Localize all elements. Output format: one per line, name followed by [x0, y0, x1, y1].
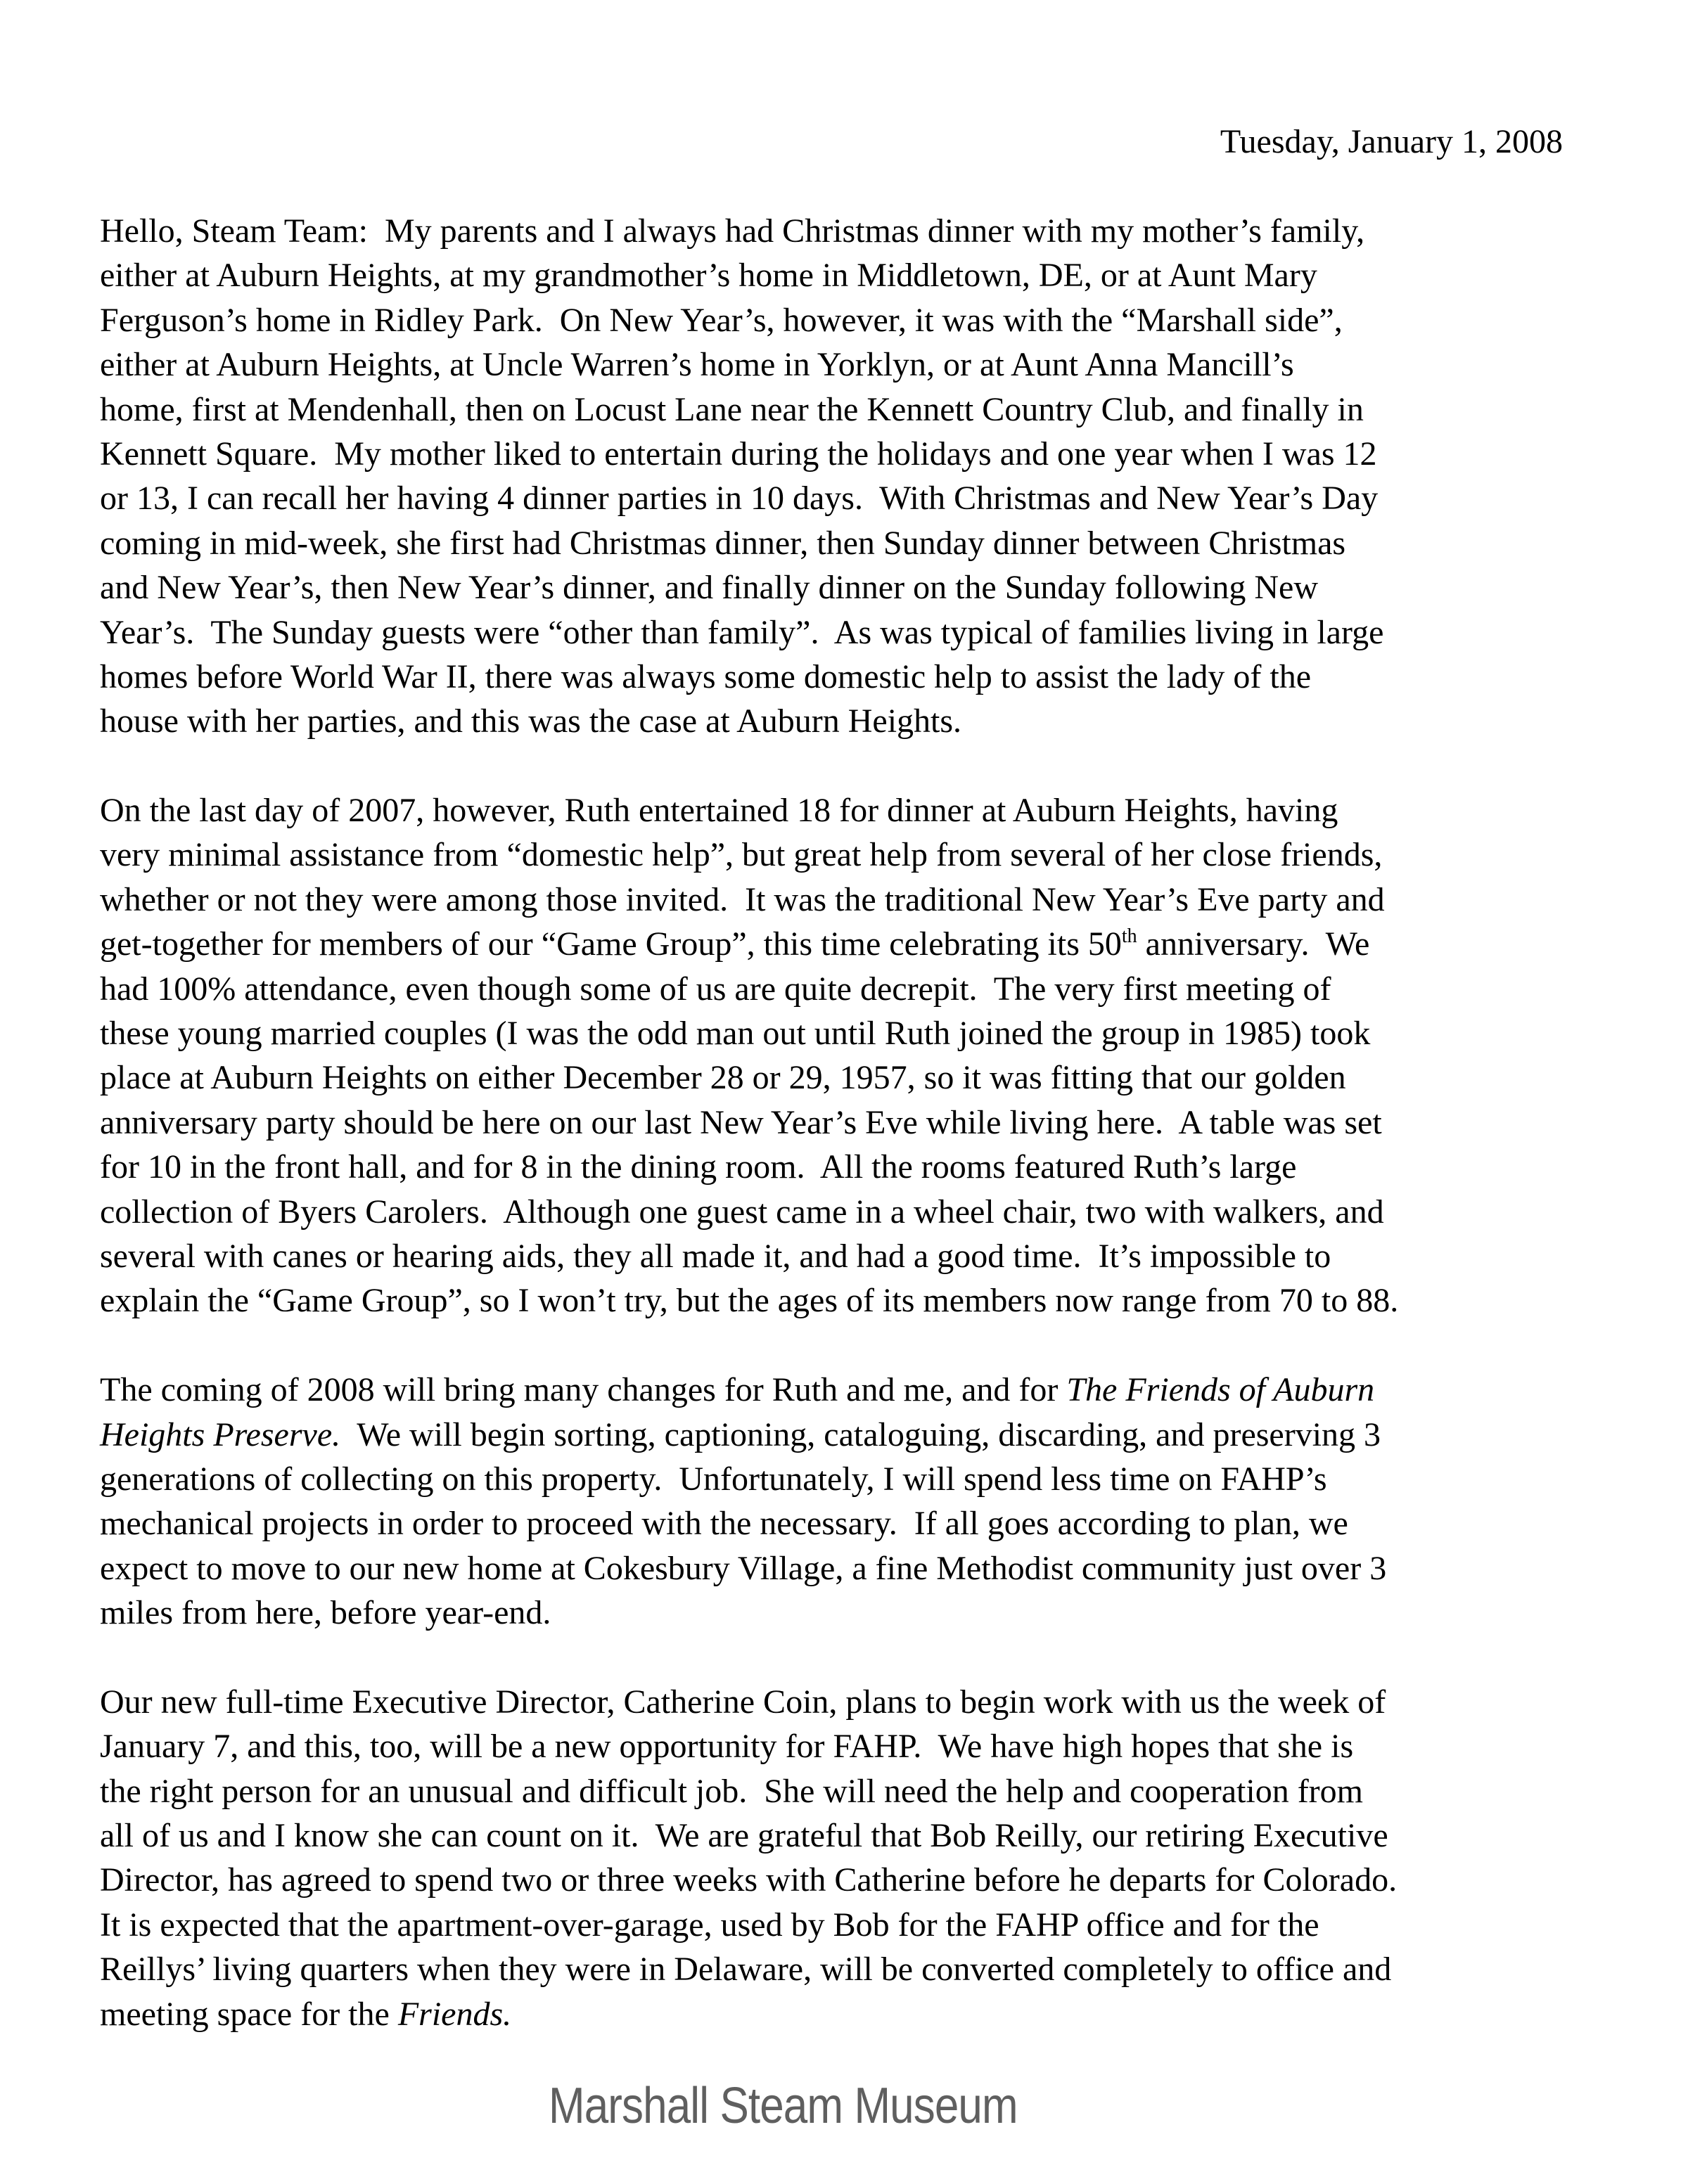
text-line: whether or not they were among those invited. It was the traditional New Year’s Eve party and	[100, 880, 1385, 918]
text-line: the right person for an unusual and difficult job. She will need the help and cooperation from	[100, 1772, 1363, 1810]
text-line: either at Auburn Heights, at my grandmother’s home in Middletown, DE, or at Aunt Mary	[100, 257, 1317, 295]
text-line	[100, 922, 1398, 966]
text-line: had 100% attendance, even though some of us are quite decrepit. The very first meeting of	[100, 970, 1331, 1008]
text-line	[100, 1413, 1398, 1457]
text-line	[100, 1368, 1398, 1412]
text-line: Hello, Steam Team: My parents and I always had Christmas dinner with my mother’s family,	[100, 212, 1365, 250]
letter-body	[100, 209, 1398, 2081]
text-line: Our new full-time Executive Director, Catherine Coin, plans to begin work with us the week of	[100, 1683, 1386, 1721]
text-line: or 13, I can recall her having 4 dinner parties in 10 days. With Christmas and New Year’s Day	[100, 480, 1379, 518]
text-line: January 7, and this, too, will be a new opportunity for FAHP. We have high hopes that she is	[100, 1728, 1354, 1766]
text-segment: The coming of 2008 will bring many changes for Ruth and me, and for	[100, 1371, 1067, 1409]
text-line: these young married couples (I was the odd man out until Ruth joined the group in 1985) took	[100, 1015, 1371, 1053]
text-line: Kennett Square. My mother liked to entertain during the holidays and one year when I was 12	[100, 435, 1377, 473]
text-line: generations of collecting on this property. Unfortunately, I will spend less time on FAHP’s	[100, 1460, 1327, 1498]
letter-date: Tuesday, January 1, 2008	[1220, 123, 1563, 160]
text-line: place at Auburn Heights on either December 28 or 29, 1957, so it was fitting that our golden	[100, 1059, 1346, 1097]
paragraph	[100, 1680, 1398, 2036]
text-segment: meeting space for the	[100, 1995, 398, 2033]
italic-text: The Friends of Auburn	[1066, 1371, 1375, 1409]
text-line: It is expected that the apartment-over-garage, used by Bob for the FAHP office and for the	[100, 1906, 1319, 1944]
text-line: Ferguson’s home in Ridley Park. On New Year’s, however, it was with the “Marshall side”,	[100, 301, 1343, 339]
text-line: house with her parties, and this was the case at Auburn Heights.	[100, 702, 962, 740]
text-segment: get-together for members of our “Game Group”, this time celebrating its 50	[100, 925, 1122, 963]
text-line: collection of Byers Carolers. Although one guest came in a wheel chair, two with walkers, and	[100, 1193, 1384, 1231]
text-line: explain the “Game Group”, so I won’t try, but the ages of its members now range from 70 to 88.	[100, 1282, 1399, 1320]
text-segment: anniversary. We	[1137, 925, 1370, 963]
text-line: On the last day of 2007, however, Ruth entertained 18 for dinner at Auburn Heights, having	[100, 792, 1338, 830]
italic-text: Friends.	[397, 1995, 512, 2033]
text-line: either at Auburn Heights, at Uncle Warren’s home in Yorklyn, or at Aunt Anna Mancill’s	[100, 346, 1294, 384]
italic-text: Heights Preserve.	[100, 1415, 341, 1453]
text-line: several with canes or hearing aids, they all made it, and had a good time. It’s impossible to	[100, 1237, 1331, 1275]
paragraph	[100, 788, 1398, 1323]
text-line: Reillys’ living quarters when they were in Delaware, will be converted completely to office and	[100, 1951, 1392, 1989]
paragraph	[100, 1368, 1398, 1635]
watermark: Marshall Steam Museum	[549, 2078, 1018, 2134]
text-line: and New Year’s, then New Year’s dinner, and finally dinner on the Sunday following New	[100, 569, 1319, 607]
text-line: for 10 in the front hall, and for 8 in the dining room. All the rooms featured Ruth’s large	[100, 1148, 1297, 1186]
text-line	[100, 1992, 1398, 2036]
text-line: all of us and I know she can count on it. We are grateful that Bob Reilly, our retiring Executive	[100, 1817, 1388, 1855]
text-line: miles from here, before year-end.	[100, 1594, 551, 1632]
text-line: homes before World War II, there was always some domestic help to assist the lady of the	[100, 657, 1312, 695]
paragraph	[100, 209, 1398, 744]
text-line: very minimal assistance from “domestic help”, but great help from several of her close friends,	[100, 836, 1383, 874]
text-line: Director, has agreed to spend two or three weeks with Catherine before he departs for Colorado.	[100, 1861, 1398, 1899]
text-line: expect to move to our new home at Cokesbury Village, a fine Methodist community just over 3	[100, 1549, 1387, 1587]
text-line: coming in mid-week, she first had Christmas dinner, then Sunday dinner between Christmas	[100, 524, 1346, 562]
text-line: home, first at Mendenhall, then on Locust Lane near the Kennett Country Club, and finally in	[100, 390, 1364, 428]
superscript: th	[1121, 925, 1137, 948]
text-segment: We will begin sorting, captioning, cataloguing, discarding, and preserving 3	[340, 1415, 1381, 1453]
text-line: Year’s. The Sunday guests were “other than family”. As was typical of families living in large	[100, 613, 1384, 651]
text-line: mechanical projects in order to proceed with the necessary. If all goes according to plan, we	[100, 1505, 1348, 1543]
text-line: anniversary party should be here on our last New Year’s Eve while living here. A table was set	[100, 1103, 1382, 1141]
